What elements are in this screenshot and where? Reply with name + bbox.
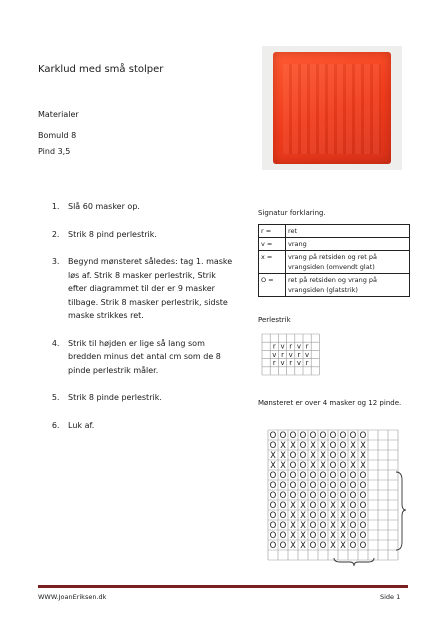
pattern-symbol: O (279, 500, 287, 511)
footer-website: WWW.JoanEriksen.dk (38, 593, 107, 601)
pattern-symbol: O (279, 510, 287, 521)
pattern-symbol: O (299, 480, 307, 491)
step-3: 3. Begynd mønsteret således: tag 1. maske løs af. Strik 8 masker perlestrik, Strik efter diagrammet til der er 9 masker tilbage. Strik 8 masker perlestrik, sidste maske strikkes ret. (62, 255, 237, 323)
pattern-symbol: X (330, 540, 336, 551)
pattern-symbol: O (319, 490, 327, 501)
pattern-symbol: X (310, 440, 316, 451)
pattern-symbol: O (269, 480, 277, 491)
pattern-symbol: O (279, 530, 287, 541)
pattern-symbol: O (359, 500, 367, 511)
material-yarn: Bomuld 8 (38, 131, 77, 140)
perlestrik-symbol: r (272, 342, 276, 351)
pattern-symbol: O (349, 520, 357, 531)
pattern-symbol: O (269, 540, 277, 551)
pattern-symbol: O (289, 490, 297, 501)
material-needle: Pind 3,5 (38, 147, 71, 156)
pattern-symbol: O (299, 470, 307, 481)
signature-row (259, 251, 410, 274)
page-title: Karklud med små stolper (38, 64, 164, 75)
pattern-symbol: O (319, 520, 327, 531)
pattern-symbol: O (359, 490, 367, 501)
pattern-symbol: X (270, 460, 276, 471)
pattern-symbol: O (329, 430, 337, 441)
pattern-symbol: X (270, 450, 276, 461)
pattern-symbol: X (340, 540, 346, 551)
footer-page-number: Side 1 (380, 593, 401, 601)
pattern-symbol: O (309, 490, 317, 501)
pattern-symbol: O (329, 440, 337, 451)
signature-symbol: O = (259, 274, 286, 297)
pattern-symbol: X (290, 510, 296, 521)
pattern-symbol: X (340, 500, 346, 511)
pattern-symbol: O (299, 440, 307, 451)
pattern-symbol: X (360, 460, 366, 471)
signature-meaning: ret på retsiden og vrang på vrangsiden (glatstrik) (286, 274, 410, 297)
pattern-symbol: O (339, 460, 347, 471)
pattern-symbol: O (269, 500, 277, 511)
perlestrik-symbol: v (296, 358, 301, 367)
step-5: 5. Strik 8 pinde perlestrik. (62, 391, 237, 405)
pattern-symbol: O (269, 530, 277, 541)
pattern-symbol: X (290, 540, 296, 551)
signature-title: Signatur forklaring. (258, 209, 326, 217)
perlestrik-symbol: r (281, 350, 284, 359)
pattern-symbol: O (319, 530, 327, 541)
pattern-chart (258, 424, 418, 572)
perlestrik-symbol: v (296, 342, 301, 351)
pattern-symbol: O (329, 450, 337, 461)
pattern-symbol: O (279, 470, 287, 481)
pattern-symbol: O (269, 510, 277, 521)
pattern-symbol: X (320, 460, 326, 471)
step-2: 2. Strik 8 pind perlestrik. (62, 228, 237, 242)
dishcloth-photo (262, 46, 402, 170)
pattern-symbol: O (309, 530, 317, 541)
pattern-symbol: X (330, 510, 336, 521)
pattern-symbol: O (279, 480, 287, 491)
pattern-symbol: O (289, 430, 297, 441)
pattern-symbol: O (349, 500, 357, 511)
pattern-symbol: O (299, 460, 307, 471)
perlestrik-symbol: r (289, 358, 293, 367)
pattern-symbol: O (319, 470, 327, 481)
pattern-symbol: O (269, 520, 277, 531)
pattern-symbol: O (319, 510, 327, 521)
pattern-symbol: O (349, 430, 357, 441)
perlestrik-title: Perlestrik (258, 316, 291, 324)
pattern-symbol: O (309, 470, 317, 481)
pattern-symbol: O (299, 430, 307, 441)
pattern-symbol: X (290, 500, 296, 511)
pattern-symbol: O (339, 480, 347, 491)
pattern-symbol: X (280, 460, 286, 471)
materials-heading: Materialer (38, 110, 79, 119)
pattern-symbol: O (319, 430, 327, 441)
pattern-symbol: X (340, 520, 346, 531)
pattern-symbol: O (309, 540, 317, 551)
pattern-symbol: O (309, 430, 317, 441)
pattern-symbol: O (329, 480, 337, 491)
pattern-symbol: O (359, 530, 367, 541)
pattern-symbol: O (339, 440, 347, 451)
pattern-symbol: X (280, 440, 286, 451)
step-1: 1. Slå 60 masker op. (62, 200, 237, 214)
pattern-symbol: X (340, 530, 346, 541)
pattern-symbol: O (269, 470, 277, 481)
signature-meaning: vrang på retsiden og ret på vrangsiden (omvendt glat) (286, 251, 410, 274)
pattern-symbol: O (339, 490, 347, 501)
pattern-symbol: O (349, 480, 357, 491)
perlestrik-symbol: v (272, 350, 277, 359)
pattern-symbol: O (269, 440, 277, 451)
pattern-symbol: X (320, 440, 326, 451)
pattern-symbol: O (299, 490, 307, 501)
pattern-symbol: O (359, 430, 367, 441)
pattern-symbol: O (339, 450, 347, 461)
pattern-symbol: X (290, 530, 296, 541)
pattern-symbol: O (359, 480, 367, 491)
pattern-symbol: X (330, 500, 336, 511)
pattern-symbol: O (309, 480, 317, 491)
pattern-symbol: O (339, 430, 347, 441)
pattern-symbol: O (339, 470, 347, 481)
pattern-symbol: O (309, 500, 317, 511)
pattern-symbol: X (310, 460, 316, 471)
pattern-symbol: O (349, 510, 357, 521)
pattern-symbol: X (300, 510, 306, 521)
pattern-symbol: X (340, 510, 346, 521)
pattern-symbol: O (329, 460, 337, 471)
perlestrik-symbol: r (289, 342, 293, 351)
pattern-symbol: X (350, 440, 356, 451)
pattern-symbol: O (299, 450, 307, 461)
pattern-symbol: O (319, 540, 327, 551)
pattern-symbol: O (289, 460, 297, 471)
pattern-symbol: X (310, 450, 316, 461)
step-6: 6. Luk af. (62, 419, 237, 433)
pattern-symbol: O (289, 450, 297, 461)
pattern-symbol: O (269, 490, 277, 501)
pattern-symbol: O (319, 500, 327, 511)
pattern-symbol: X (290, 440, 296, 451)
pattern-symbol: X (350, 460, 356, 471)
pattern-symbol: O (329, 470, 337, 481)
pattern-symbol: O (269, 430, 277, 441)
step-4: 4. Strik til højden er lige så lang som bredden minus det antal cm som de 8 pinde perlestrik måler. (62, 337, 237, 378)
pattern-symbol: O (289, 480, 297, 491)
pattern-symbol: X (360, 440, 366, 451)
pattern-title: Mønsteret er over 4 masker og 12 pinde. (258, 399, 402, 407)
pattern-symbol: O (359, 470, 367, 481)
pattern-symbol: O (349, 470, 357, 481)
pattern-symbol: O (349, 530, 357, 541)
instruction-list (38, 200, 237, 446)
pattern-symbol: O (279, 520, 287, 531)
pattern-symbol: X (300, 520, 306, 531)
perlestrik-symbol: r (272, 358, 276, 367)
repeat-brace-right (396, 472, 406, 550)
signature-row (259, 238, 410, 251)
pattern-symbol: X (300, 500, 306, 511)
signature-symbol: r = (259, 225, 286, 238)
pattern-symbol: O (279, 430, 287, 441)
perlestrik-symbol: r (297, 350, 301, 359)
pattern-symbol: O (359, 510, 367, 521)
pattern-symbol: X (360, 450, 366, 461)
signature-meaning: vrang (286, 238, 410, 251)
signature-symbol: x = (259, 251, 286, 274)
pattern-symbol: X (300, 540, 306, 551)
perlestrik-symbol: v (280, 358, 285, 367)
pattern-symbol: O (329, 490, 337, 501)
dishcloth-image (273, 52, 391, 164)
pattern-symbol: X (350, 450, 356, 461)
pattern-symbol: O (319, 480, 327, 491)
pattern-symbol: O (349, 540, 357, 551)
pattern-symbol: X (320, 450, 326, 461)
perlestrik-symbol: r (305, 342, 309, 351)
perlestrik-symbol: r (305, 358, 309, 367)
pattern-symbol: X (280, 450, 286, 461)
pattern-symbol: X (290, 520, 296, 531)
footer-divider (38, 585, 408, 588)
pattern-symbol: O (359, 520, 367, 531)
perlestrik-symbol: v (305, 350, 310, 359)
pattern-symbol: O (289, 470, 297, 481)
signature-table (258, 224, 410, 297)
pattern-symbol: X (330, 530, 336, 541)
pattern-symbol: X (300, 530, 306, 541)
perlestrik-symbol: v (288, 350, 293, 359)
signature-meaning: ret (286, 225, 410, 238)
pattern-symbol: O (279, 490, 287, 501)
pattern-symbol: O (309, 520, 317, 531)
perlestrik-symbol: v (280, 342, 285, 351)
pattern-symbol: X (330, 520, 336, 531)
perlestrik-chart (258, 328, 358, 388)
pattern-symbol: O (349, 490, 357, 501)
signature-row (259, 274, 410, 297)
pattern-symbol: O (359, 540, 367, 551)
pattern-symbol: O (279, 540, 287, 551)
pattern-symbol: O (309, 510, 317, 521)
signature-row (259, 225, 410, 238)
signature-symbol: v = (259, 238, 286, 251)
